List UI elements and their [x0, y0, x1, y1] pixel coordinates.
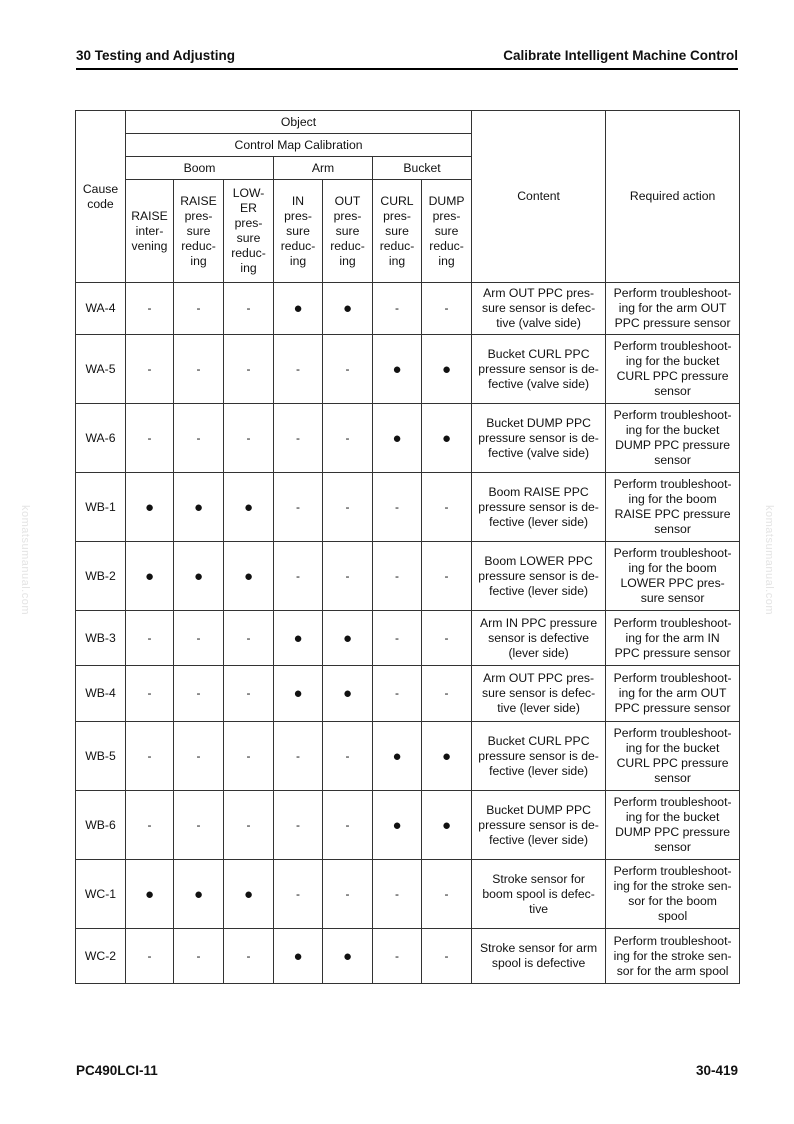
mark-cell: -: [224, 929, 274, 984]
mark-cell: ●: [174, 473, 224, 542]
mark-cell: -: [422, 611, 472, 666]
mark-cell: ●: [126, 473, 174, 542]
mark-cell: ●: [422, 404, 472, 473]
mark-cell: ●: [224, 473, 274, 542]
mark-cell: -: [422, 666, 472, 722]
mark-cell: -: [323, 335, 373, 404]
bucket-group-header: Bucket: [373, 157, 472, 180]
mark-cell: ●: [174, 860, 224, 929]
required-action-cell: Perform troubleshoot- ing for the bucket CURL PPC pressure sensor: [606, 722, 740, 791]
mark-cell: ●: [274, 283, 323, 335]
content-cell: Boom LOWER PPC pressure sensor is de- fective (lever side): [472, 542, 606, 611]
mark-cell: ●: [373, 722, 422, 791]
required-action-cell: Perform troubleshoot- ing for the stroke sen- sor for the arm spool: [606, 929, 740, 984]
mark-cell: ●: [274, 666, 323, 722]
mark-cell: ●: [126, 860, 174, 929]
mark-cell: -: [274, 722, 323, 791]
cause-code-cell: WB-1: [76, 473, 126, 542]
table-row: [76, 666, 740, 722]
column-header-out-pressure-reducing: OUT pres- sure reduc- ing: [323, 180, 373, 283]
mark-cell: ●: [174, 542, 224, 611]
mark-cell: -: [126, 791, 174, 860]
arm-group-header: Arm: [274, 157, 373, 180]
mark-cell: -: [323, 473, 373, 542]
cause-code-header: Cause code: [76, 111, 126, 283]
required-action-cell: Perform troubleshoot- ing for the arm IN PPC pressure sensor: [606, 611, 740, 666]
mark-cell: -: [373, 666, 422, 722]
mark-cell: -: [174, 929, 224, 984]
mark-cell: -: [323, 542, 373, 611]
mark-cell: -: [224, 404, 274, 473]
mark-cell: -: [274, 860, 323, 929]
content-cell: Boom RAISE PPC pressure sensor is de- fective (lever side): [472, 473, 606, 542]
object-header: Object: [126, 111, 472, 134]
watermark-left: komatsumanual.com: [19, 505, 31, 615]
mark-cell: ●: [373, 404, 422, 473]
mark-cell: ●: [323, 929, 373, 984]
mark-cell: -: [422, 473, 472, 542]
mark-cell: -: [373, 473, 422, 542]
mark-cell: -: [174, 666, 224, 722]
mark-cell: ●: [274, 929, 323, 984]
content-cell: Arm OUT PPC pres- sure sensor is defec- tive (valve side): [472, 283, 606, 335]
content-cell: Bucket CURL PPC pressure sensor is de- fective (valve side): [472, 335, 606, 404]
table-row: [76, 335, 740, 404]
content-cell: Stroke sensor for arm spool is defective: [472, 929, 606, 984]
mark-cell: -: [174, 791, 224, 860]
mark-cell: ●: [373, 791, 422, 860]
column-header-raise-intervening: RAISE inter- vening: [126, 180, 174, 283]
mark-cell: ●: [422, 722, 472, 791]
mark-cell: ●: [323, 611, 373, 666]
required-action-cell: Perform troubleshoot- ing for the boom RAISE PPC pressure sensor: [606, 473, 740, 542]
cause-code-cell: WB-5: [76, 722, 126, 791]
table-row: [76, 542, 740, 611]
mark-cell: -: [224, 722, 274, 791]
content-header: Content: [472, 111, 606, 283]
mark-cell: -: [224, 666, 274, 722]
content-cell: Bucket CURL PPC pressure sensor is de- fective (lever side): [472, 722, 606, 791]
cause-code-cell: WB-6: [76, 791, 126, 860]
table-row: [76, 473, 740, 542]
cause-code-cell: WC-2: [76, 929, 126, 984]
mark-cell: -: [126, 666, 174, 722]
page-number: 30-419: [695, 1063, 738, 1078]
required-action-cell: Perform troubleshoot- ing for the arm OUT PPC pressure sensor: [606, 666, 740, 722]
content-cell: Arm OUT PPC pres- sure sensor is defec- tive (lever side): [472, 666, 606, 722]
mark-cell: -: [373, 860, 422, 929]
column-header-dump-pressure-reducing: DUMP pres- sure reduc- ing: [422, 180, 472, 283]
cause-code-cell: WA-4: [76, 283, 126, 335]
page-heading: Calibrate Intelligent Machine Control: [503, 48, 738, 63]
mark-cell: -: [373, 283, 422, 335]
mark-cell: -: [174, 404, 224, 473]
content-cell: Bucket DUMP PPC pressure sensor is de- fective (valve side): [472, 404, 606, 473]
mark-cell: ●: [422, 791, 472, 860]
table-row: [76, 860, 740, 929]
mark-cell: -: [126, 722, 174, 791]
content-cell: Arm IN PPC pressure sensor is defective (lever side): [472, 611, 606, 666]
control-map-calibration-header: Control Map Calibration: [126, 134, 472, 157]
mark-cell: -: [126, 929, 174, 984]
mark-cell: -: [422, 542, 472, 611]
mark-cell: -: [224, 791, 274, 860]
mark-cell: -: [323, 791, 373, 860]
table-row: [76, 791, 740, 860]
mark-cell: -: [126, 283, 174, 335]
content-cell: Stroke sensor for boom spool is defec- tive: [472, 860, 606, 929]
content-cell: Bucket DUMP PPC pressure sensor is de- fective (lever side): [472, 791, 606, 860]
table-row: [76, 404, 740, 473]
mark-cell: -: [422, 283, 472, 335]
model-number: PC490LCI-11: [76, 1063, 158, 1078]
section-title: 30 Testing and Adjusting: [76, 48, 236, 63]
mark-cell: ●: [126, 542, 174, 611]
mark-cell: -: [224, 611, 274, 666]
mark-cell: -: [274, 542, 323, 611]
column-header-curl-pressure-reducing: CURL pres- sure reduc- ing: [373, 180, 422, 283]
column-header-raise-pressure-reducing: RAISE pres- sure reduc- ing: [174, 180, 224, 283]
mark-cell: -: [373, 929, 422, 984]
table-row: [76, 283, 740, 335]
mark-cell: -: [174, 611, 224, 666]
table-row: [76, 929, 740, 984]
mark-cell: -: [373, 542, 422, 611]
mark-cell: -: [373, 611, 422, 666]
mark-cell: -: [126, 335, 174, 404]
required-action-cell: Perform troubleshoot- ing for the boom LOWER PPC pres- sure sensor: [606, 542, 740, 611]
required-action-header: Required action: [606, 111, 740, 283]
mark-cell: ●: [224, 860, 274, 929]
mark-cell: ●: [323, 283, 373, 335]
required-action-cell: Perform troubleshoot- ing for the bucket CURL PPC pressure sensor: [606, 335, 740, 404]
cause-code-cell: WC-1: [76, 860, 126, 929]
mark-cell: -: [224, 335, 274, 404]
required-action-cell: Perform troubleshoot- ing for the bucket DUMP PPC pressure sensor: [606, 404, 740, 473]
cause-code-cell: WB-3: [76, 611, 126, 666]
mark-cell: -: [323, 722, 373, 791]
mark-cell: -: [323, 404, 373, 473]
boom-group-header: Boom: [126, 157, 274, 180]
cause-code-cell: WB-4: [76, 666, 126, 722]
header-rule: [76, 68, 738, 70]
mark-cell: -: [126, 611, 174, 666]
mark-cell: -: [174, 722, 224, 791]
column-header-lower-pressure-reducing: LOW- ER pres- sure reduc- ing: [224, 180, 274, 283]
mark-cell: -: [274, 404, 323, 473]
cause-code-cell: WA-5: [76, 335, 126, 404]
mark-cell: -: [422, 929, 472, 984]
mark-cell: ●: [323, 666, 373, 722]
required-action-cell: Perform troubleshoot- ing for the stroke sen- sor for the boom spool: [606, 860, 740, 929]
mark-cell: ●: [373, 335, 422, 404]
table-row: [76, 611, 740, 666]
mark-cell: -: [274, 791, 323, 860]
mark-cell: -: [274, 473, 323, 542]
watermark-right: komatsumanual.com: [763, 505, 775, 615]
required-action-cell: Perform troubleshoot- ing for the arm OUT PPC pressure sensor: [606, 283, 740, 335]
mark-cell: -: [174, 335, 224, 404]
mark-cell: -: [126, 404, 174, 473]
mark-cell: -: [224, 283, 274, 335]
mark-cell: ●: [224, 542, 274, 611]
cause-code-cell: WA-6: [76, 404, 126, 473]
column-header-in-pressure-reducing: IN pres- sure reduc- ing: [274, 180, 323, 283]
table-row: [76, 722, 740, 791]
mark-cell: ●: [422, 335, 472, 404]
mark-cell: -: [422, 860, 472, 929]
required-action-cell: Perform troubleshoot- ing for the bucket DUMP PPC pressure sensor: [606, 791, 740, 860]
mark-cell: ●: [274, 611, 323, 666]
cause-code-cell: WB-2: [76, 542, 126, 611]
mark-cell: -: [274, 335, 323, 404]
mark-cell: -: [174, 283, 224, 335]
mark-cell: -: [323, 860, 373, 929]
calibration-table: [75, 110, 740, 984]
